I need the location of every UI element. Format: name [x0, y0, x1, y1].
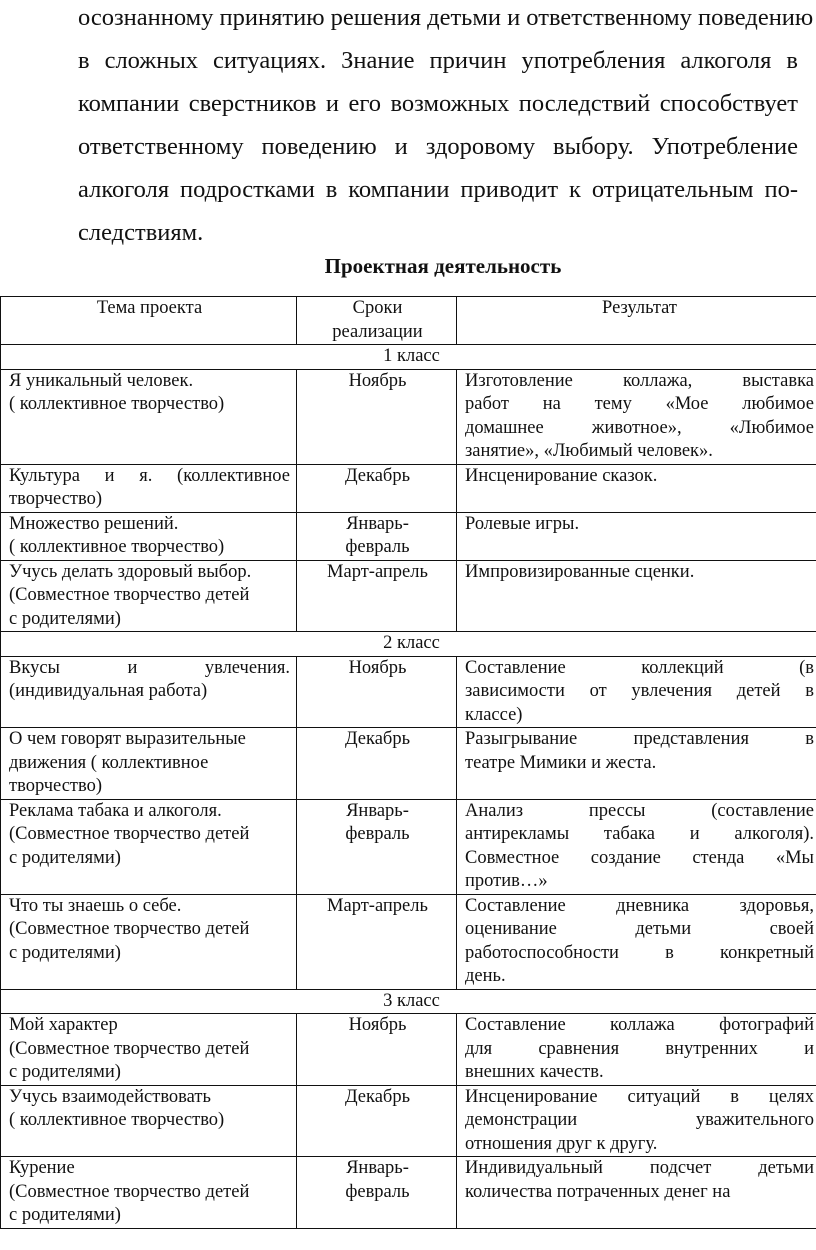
- term-line: февраль: [345, 824, 410, 844]
- header-term-line: реализации: [332, 321, 423, 342]
- topic-cell: [1, 1085, 297, 1157]
- result-line: день.: [465, 966, 506, 986]
- result-line: Инсценирование ситуаций в целях: [465, 1086, 814, 1107]
- topic-line: Мой характер: [9, 1015, 118, 1035]
- topic-line: творчество): [9, 776, 103, 796]
- term-line: Январь-: [346, 513, 409, 534]
- project-table: [0, 296, 816, 1229]
- table-row: [1, 894, 816, 989]
- term-line: Ноябрь: [348, 657, 407, 678]
- header-term-line: Сроки: [352, 298, 403, 318]
- result-cell: [457, 464, 816, 512]
- result-cell: [457, 1157, 816, 1229]
- result-line: для сравнения внутренних и: [465, 1038, 814, 1059]
- topic-line: творчество): [9, 489, 103, 509]
- result-cell: [457, 728, 816, 800]
- topic-cell: [1, 1157, 297, 1229]
- term-cell: [297, 728, 457, 800]
- term-cell: [297, 560, 457, 632]
- result-cell: [457, 799, 816, 894]
- term-line: Ноябрь: [348, 370, 407, 391]
- grade-title: 3 класс: [1, 989, 816, 1014]
- term-line: Январь-: [346, 1158, 409, 1178]
- topic-line: Учусь делать здоровый выбор.: [9, 561, 252, 582]
- table-row: [1, 728, 816, 800]
- result-line: Составление коллажа фотографий: [465, 1015, 814, 1035]
- table-row: [1, 512, 816, 560]
- result-cell: [457, 1085, 816, 1157]
- header-result: Результат: [457, 297, 816, 345]
- result-line: демонстрации уважительного: [465, 1110, 814, 1130]
- result-cell: [457, 369, 816, 464]
- term-line: Январь-: [346, 800, 409, 821]
- topic-cell: [1, 1014, 297, 1086]
- result-line: зависимости от увлечения детей в: [465, 681, 814, 701]
- result-cell: [457, 656, 816, 728]
- topic-line: ( коллективное творчество): [9, 1110, 225, 1130]
- result-line: Составление коллекций (в: [465, 657, 814, 678]
- table-body: [1, 345, 816, 1229]
- topic-line: Я уникальный человек.: [9, 370, 194, 391]
- intro-line: в сложных ситуациях. Знание причин употребления алкоголя в: [78, 47, 798, 74]
- topic-line: ( коллективное творчество): [9, 394, 225, 414]
- result-line: против…»: [465, 871, 548, 891]
- result-line: Разыгрывание представления в: [465, 729, 814, 749]
- intro-line: следствиям.: [78, 219, 204, 246]
- term-line: Март-апрель: [327, 561, 428, 582]
- result-line: занятие», «Любимый человек».: [465, 441, 713, 461]
- term-line: Ноябрь: [348, 1015, 407, 1035]
- intro-line: алкоголя подростками в компании приводит к отрицательным по-: [78, 176, 798, 203]
- result-cell: [457, 1014, 816, 1086]
- term-cell: [297, 1157, 457, 1229]
- topic-line: (Совместное творчество детей: [9, 1181, 250, 1202]
- term-cell: [297, 894, 457, 989]
- result-line: отношения друг к другу.: [465, 1133, 658, 1154]
- term-line: февраль: [345, 537, 410, 557]
- topic-line: движения ( коллективное: [9, 752, 209, 773]
- term-cell: [297, 1014, 457, 1086]
- result-line: работоспособности в конкретный: [465, 942, 814, 963]
- topic-cell: [1, 728, 297, 800]
- topic-line: с родителями): [9, 942, 121, 963]
- topic-line: (Совместное творчество детей: [9, 919, 250, 939]
- result-cell: [457, 894, 816, 989]
- result-line: внешних качеств.: [465, 1062, 604, 1082]
- topic-line: Множество решений.: [9, 513, 179, 534]
- table-row: [1, 560, 816, 632]
- grade-row: [1, 989, 816, 1014]
- topic-line: ( коллективное творчество): [9, 537, 225, 557]
- intro-paragraph: [78, 0, 814, 254]
- table-row: [1, 464, 816, 512]
- topic-cell: [1, 369, 297, 464]
- result-cell: [457, 560, 816, 632]
- topic-cell: [1, 560, 297, 632]
- result-line: Составление дневника здоровья,: [465, 895, 814, 916]
- term-cell: [297, 512, 457, 560]
- table-row: [1, 369, 816, 464]
- result-line: классе): [465, 704, 523, 725]
- result-line: Ролевые игры.: [465, 513, 580, 534]
- topic-line: (Совместное творчество детей: [9, 824, 250, 844]
- term-cell: [297, 464, 457, 512]
- header-topic: Тема проекта: [1, 297, 297, 345]
- result-line: Индивидуальный подсчет детьми: [465, 1158, 814, 1178]
- topic-line: Реклама табака и алкоголя.: [9, 800, 222, 821]
- topic-line: (индивидуальная работа): [9, 681, 208, 701]
- topic-cell: [1, 512, 297, 560]
- intro-line: осознанному принятию решения детьми и ответственному поведению: [78, 4, 814, 31]
- table-row: [1, 1085, 816, 1157]
- result-line: Совместное создание стенда «Мы: [465, 847, 814, 868]
- header-term: [297, 297, 457, 345]
- result-line: Изготовление коллажа, выставка: [465, 370, 814, 391]
- topic-cell: [1, 799, 297, 894]
- section-heading: Проектная деятельность: [324, 254, 562, 278]
- topic-cell: [1, 464, 297, 512]
- term-line: Декабрь: [344, 465, 411, 486]
- term-line: февраль: [345, 1181, 410, 1202]
- result-line: Анализ прессы (составление: [465, 800, 814, 821]
- topic-cell: [1, 894, 297, 989]
- result-line: оценивание детьми своей: [465, 919, 814, 939]
- result-line: работ на тему «Мое любимое: [465, 394, 814, 414]
- term-cell: [297, 1085, 457, 1157]
- term-line: Март-апрель: [327, 895, 428, 916]
- result-line: антирекламы табака и алкоголя).: [465, 824, 814, 844]
- result-line: театре Мимики и жеста.: [465, 752, 657, 773]
- topic-cell: [1, 656, 297, 728]
- result-line: домашнее животное», «Любимое: [465, 417, 814, 438]
- table-row: [1, 656, 816, 728]
- intro-line: компании сверстников и его возможных последствий способствует: [78, 90, 798, 117]
- topic-line: Вкусы и увлечения.: [9, 657, 290, 678]
- term-cell: [297, 656, 457, 728]
- term-line: Декабрь: [344, 1086, 411, 1107]
- grade-row: [1, 345, 816, 370]
- topic-line: Культура и я. (коллективное: [9, 465, 290, 486]
- table-row: [1, 799, 816, 894]
- topic-line: О чем говорят выразительные: [9, 729, 246, 749]
- topic-line: с родителями): [9, 1062, 121, 1082]
- topic-line: Что ты знаешь о себе.: [9, 895, 182, 916]
- term-cell: [297, 369, 457, 464]
- topic-line: с родителями): [9, 847, 121, 868]
- topic-line: (Совместное творчество детей: [9, 1038, 250, 1059]
- result-line: количества потраченных денег на: [465, 1181, 731, 1202]
- grade-title: 1 класс: [1, 345, 816, 370]
- grade-row: [1, 632, 816, 657]
- result-line: Импровизированные сценки.: [465, 561, 695, 582]
- result-cell: [457, 512, 816, 560]
- table-row: [1, 1014, 816, 1086]
- topic-line: с родителями): [9, 1205, 121, 1225]
- result-line: Инсценирование сказок.: [465, 465, 658, 486]
- topic-line: Курение: [9, 1158, 75, 1178]
- topic-line: (Совместное творчество детей: [9, 585, 250, 605]
- term-line: Декабрь: [344, 729, 411, 749]
- topic-line: Учусь взаимодействовать: [9, 1086, 211, 1107]
- table-header-row: [1, 297, 816, 345]
- intro-line: ответственному поведению и здоровому выбору. Употребление: [78, 133, 798, 160]
- topic-line: с родителями): [9, 608, 121, 629]
- grade-title: 2 класс: [1, 632, 816, 657]
- table-row: [1, 1157, 816, 1229]
- term-cell: [297, 799, 457, 894]
